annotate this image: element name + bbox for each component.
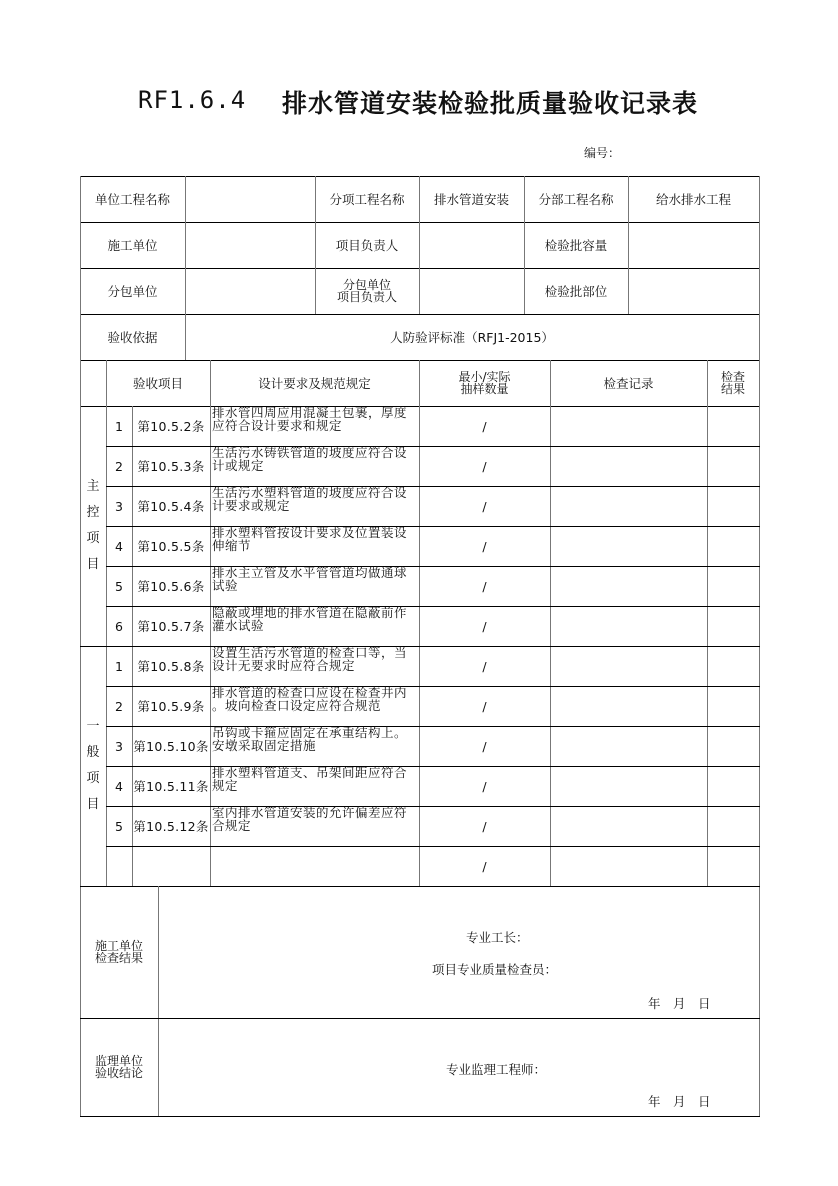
item-sample-count: /: [482, 498, 487, 514]
item-requirement-line1: 吊钩或卡箍应固定在承重结构上。: [212, 725, 408, 740]
item-number: 3: [115, 738, 123, 754]
item-requirement: [210, 406, 419, 446]
col-header-sample-line1: 最小/实际: [458, 370, 511, 384]
supervising-engineer-signature-label[interactable]: 专业监理工程师：: [446, 1062, 547, 1077]
item-requirement-line2: 规定: [212, 778, 239, 793]
item-clause: 第10.5.12条: [133, 818, 209, 834]
item-number: 5: [115, 578, 123, 594]
item-record-field[interactable]: [550, 406, 707, 446]
item-requirement-line1: 设置生活污水管道的检查口等，当: [212, 645, 408, 660]
item-clause: 第10.5.11条: [133, 778, 209, 794]
item-record-field[interactable]: [550, 606, 707, 646]
col-header-result-line1: 检查: [720, 370, 745, 384]
item-clause: 第10.5.4条: [137, 498, 205, 514]
col-header-requirement: 设计要求及规范规定: [258, 375, 371, 391]
item-number: 2: [115, 698, 123, 714]
division-label: 分部工程名称: [538, 191, 614, 207]
document-title-block: [0, 86, 838, 120]
item-requirement: [210, 726, 419, 766]
item-sample-count: /: [482, 738, 487, 754]
col-header-sample: [419, 360, 550, 406]
item-result-field[interactable]: [707, 686, 759, 726]
item-number: 2: [115, 458, 123, 474]
subcontractor-field[interactable]: [185, 268, 315, 314]
item-result-field[interactable]: [707, 606, 759, 646]
item-record-field[interactable]: [550, 526, 707, 566]
document-title: 排水管道安装检验批质量验收记录表: [282, 89, 699, 118]
project-manager-field[interactable]: [419, 222, 524, 268]
item-record-field[interactable]: [550, 686, 707, 726]
contractor-check-label: [80, 886, 158, 1018]
section-char: 目: [86, 797, 100, 812]
contractor-check-date[interactable]: 年 月 日: [648, 996, 711, 1011]
batch-location-field[interactable]: [628, 268, 759, 314]
batch-location-label: 检验批部位: [544, 283, 608, 299]
item-requirement-line1: 生活污水铸铁管道的坡度应符合设: [212, 445, 408, 460]
item-result-field[interactable]: [707, 526, 759, 566]
item-sample-count: /: [482, 578, 487, 594]
item-record-field[interactable]: [550, 566, 707, 606]
item-number: 6: [115, 618, 123, 634]
supervisor-check-label-line1: 监理单位: [94, 1054, 143, 1068]
item-sample-count: /: [482, 818, 487, 834]
serial-number-label: 编号：: [584, 146, 621, 160]
item-clause: 第10.5.7条: [137, 618, 205, 634]
item-number: [106, 846, 132, 886]
item-clause: 第10.5.6条: [137, 578, 205, 594]
item-sample-count: /: [482, 658, 487, 674]
item-number: 1: [115, 418, 123, 434]
item-number: 3: [115, 498, 123, 514]
acceptance-basis-label: 验收依据: [107, 329, 158, 345]
unit-project-label: 单位工程名称: [94, 191, 170, 207]
section-char: 主: [86, 479, 100, 494]
col-header-item: 验收项目: [132, 375, 183, 391]
item-requirement-line1: 生活污水塑料管道的坡度应符合设: [212, 485, 408, 500]
sub-pm-label-line2: 项目负责人: [336, 290, 397, 304]
batch-capacity-field[interactable]: [628, 222, 759, 268]
item-sample-count: /: [482, 538, 487, 554]
item-clause: [132, 846, 210, 886]
supervisor-check-label: [80, 1018, 158, 1116]
main-control-section-label: [80, 360, 106, 646]
item-requirement: [210, 526, 419, 566]
item-result-field[interactable]: [707, 846, 759, 886]
item-requirement: [210, 766, 419, 806]
item-record-field[interactable]: [550, 446, 707, 486]
item-sample-count: /: [482, 698, 487, 714]
item-requirement-line1: 室内排水管道安装的允许偏差应符: [212, 805, 408, 820]
col-header-result-line2: 结果: [720, 382, 745, 396]
item-sample-count: /: [482, 458, 487, 474]
item-requirement-line1: 排水管四周应用混凝土包裹，厚度: [212, 405, 408, 420]
foreman-signature-label[interactable]: 专业工长：: [466, 930, 529, 945]
item-requirement-line1: 排水管道的检查口应设在检查井内: [212, 685, 408, 700]
contractor-check-label-line2: 检查结果: [94, 951, 143, 965]
item-result-field[interactable]: [707, 566, 759, 606]
item-result-field[interactable]: [707, 806, 759, 846]
sub-item-label: 分项工程名称: [329, 191, 405, 207]
project-manager-label: 项目负责人: [335, 237, 399, 253]
item-clause: 第10.5.5条: [137, 538, 205, 554]
item-requirement-line2: 合规定: [212, 818, 252, 833]
sub-pm-label-line1: 分包单位: [342, 278, 391, 292]
document-code: RF1.6.4: [138, 86, 247, 114]
item-requirement: [210, 646, 419, 686]
item-result-field[interactable]: [707, 766, 759, 806]
col-header-record: 检查记录: [603, 375, 654, 391]
item-requirement: [210, 686, 419, 726]
item-requirement-line2: 设计无要求时应符合规定: [212, 658, 356, 673]
item-requirement-line1: 排水塑料管道支、吊架间距应符合: [212, 765, 408, 780]
item-requirement: [210, 606, 419, 646]
item-requirement-line2: 安墩采取固定措施: [212, 738, 317, 753]
contractor-label: 施工单位: [107, 237, 158, 253]
item-record-field[interactable]: [550, 726, 707, 766]
quality-inspector-signature-label[interactable]: 项目专业质量检查员：: [432, 962, 558, 977]
item-result-field[interactable]: [707, 406, 759, 446]
item-result-field[interactable]: [707, 486, 759, 526]
item-number: 1: [115, 658, 123, 674]
item-record-field[interactable]: [550, 486, 707, 526]
item-clause: 第10.5.9条: [137, 698, 205, 714]
division-field[interactable]: 给水排水工程: [655, 191, 731, 207]
section-char: 项: [86, 771, 100, 786]
item-record-field[interactable]: [550, 646, 707, 686]
item-requirement-line2: 试验: [212, 578, 239, 593]
col-header-result: [707, 360, 759, 406]
item-record-field[interactable]: [550, 846, 707, 886]
section-char: 般: [86, 745, 100, 760]
item-result-field[interactable]: [707, 646, 759, 686]
section-char: 控: [86, 505, 100, 520]
section-char: 一: [86, 719, 100, 734]
item-clause: 第10.5.8条: [137, 658, 205, 674]
item-number: 4: [115, 778, 123, 794]
section-char: 项: [86, 531, 100, 546]
subcontractor-label: 分包单位: [107, 283, 158, 299]
item-record-field[interactable]: [550, 766, 707, 806]
sub-pm-field[interactable]: [419, 268, 524, 314]
item-result-field[interactable]: [707, 446, 759, 486]
item-requirement-line2: 计或规定: [212, 458, 265, 473]
col-header-sample-line2: 抽样数量: [460, 382, 509, 396]
item-sample-count: /: [482, 778, 487, 794]
batch-capacity-label: 检验批容量: [544, 237, 608, 253]
item-sample-count: /: [482, 418, 487, 434]
unit-project-field[interactable]: [185, 176, 315, 222]
item-number: 5: [115, 818, 123, 834]
item-requirement-line2: 伸缩节: [212, 538, 252, 553]
item-requirement-line1: 隐蔽或埋地的排水管道在隐蔽前作: [212, 605, 408, 620]
sub-pm-label: [315, 268, 419, 314]
item-requirement-line1: 排水主立管及水平管管道均做通球: [212, 565, 408, 580]
item-requirement: [210, 566, 419, 606]
item-clause: 第10.5.2条: [137, 418, 205, 434]
item-requirement-line2: 。坡向检查口设定应符合规范: [212, 698, 382, 713]
item-result-field[interactable]: [707, 726, 759, 766]
item-requirement: [210, 846, 419, 886]
item-requirement-line2: 灌水试验: [212, 618, 265, 633]
supervisor-check-date[interactable]: 年 月 日: [648, 1094, 711, 1109]
item-sample-count: /: [482, 858, 487, 874]
acceptance-basis-value: 人防验评标准（RFJ1-2015）: [390, 329, 554, 345]
item-sample-count: /: [482, 618, 487, 634]
item-clause: 第10.5.3条: [137, 458, 205, 474]
item-requirement-line2: 计要求或规定: [212, 498, 291, 513]
item-requirement-line1: 排水塑料管按设计要求及位置装设: [212, 525, 408, 540]
section-char: 目: [86, 557, 100, 572]
general-section-label: [80, 646, 106, 886]
item-requirement: [210, 486, 419, 526]
supervisor-check-label-line2: 验收结论: [94, 1066, 143, 1080]
item-record-field[interactable]: [550, 806, 707, 846]
contractor-check-label-line1: 施工单位: [94, 939, 143, 953]
item-number: 4: [115, 538, 123, 554]
item-requirement: [210, 446, 419, 486]
item-requirement-line2: 应符合设计要求和规定: [212, 418, 343, 433]
contractor-field[interactable]: [185, 222, 315, 268]
item-requirement: [210, 806, 419, 846]
item-clause: 第10.5.10条: [133, 738, 209, 754]
sub-item-field[interactable]: 排水管道安装: [433, 191, 509, 207]
